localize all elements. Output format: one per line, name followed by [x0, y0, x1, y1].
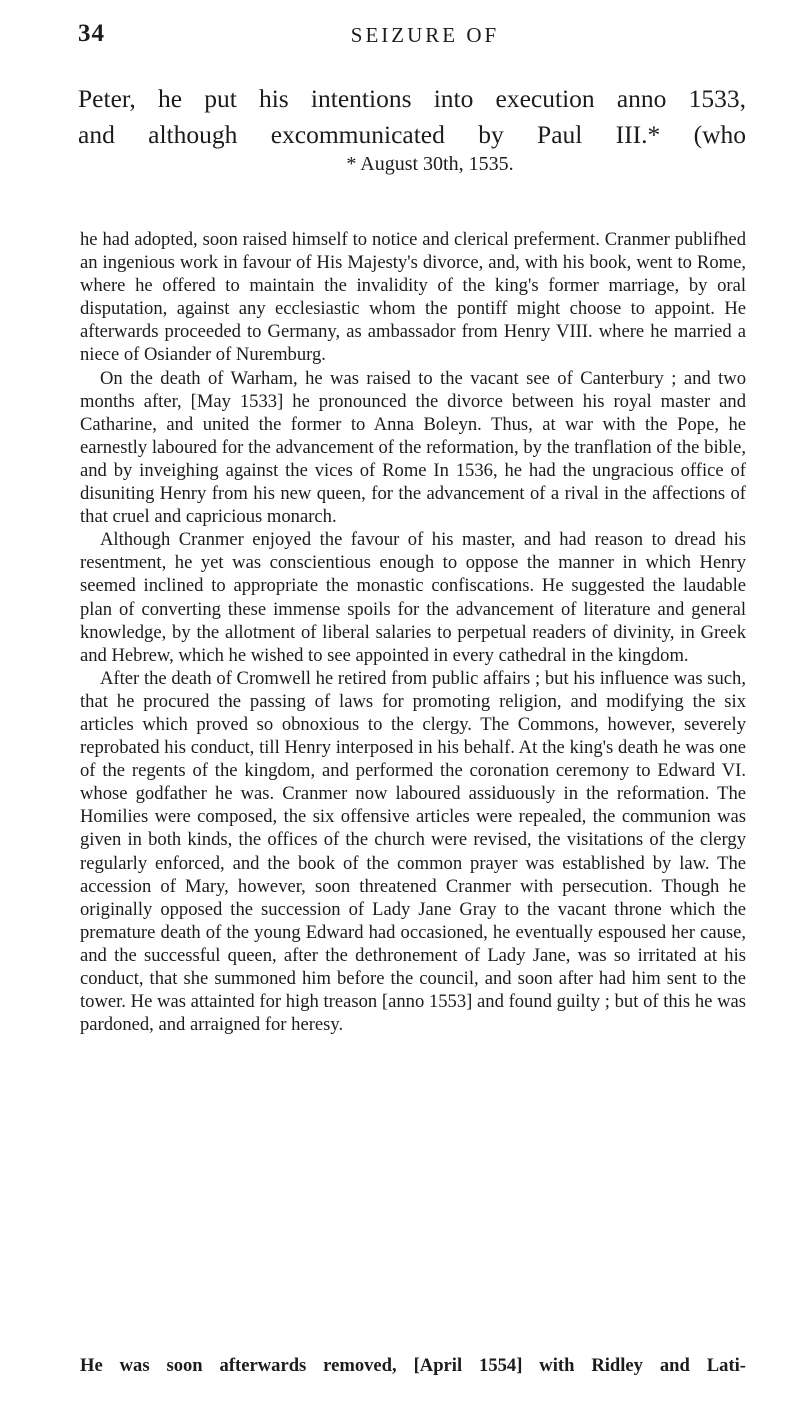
lead-line: and although excommunicated by Paul III.* (who [78, 120, 746, 149]
body-text [80, 228, 746, 1036]
running-head [75, 20, 745, 60]
paragraph: he had adopted, soon raised himself to notice and clerical preferment. Cranmer publifhed an ingenious work in favour of His Majesty's divorce, and, with his book, went to Rome, where he offered to maintain the invalidity of the king's former marriage, by oral disputation, against any ecclesiastic whom the pontiff might choose to appoint. He afterwards proceeded to Germany, as ambassador from Henry VIII. where he married a niece of Osiander of Nuremburg. [80, 229, 746, 366]
paragraph: On the death of Warham, he was raised to the vacant see of Canterbury ; and two months after, [May 1533] he pronounced the divorce between his royal master and Catharine, and united the former to Anna Boleyn. Thus, at war with the Pope, he earnestly laboured for the advancement of the reformation, by the tranflation of the bible, and by inveighing against the vices of Rome In 1536, he had the ungracious office of disuniting Henry from his new queen, for the advancement of a rival in the affections of that cruel and capricious monarch. [80, 367, 746, 528]
lead-line: Peter, he put his intentions into execution anno 1533, [78, 84, 746, 113]
closing-line: He was soon afterwards removed, [April 1554] with Ridley and Lati- [80, 1355, 746, 1376]
page-number: 34 [78, 20, 105, 47]
paragraph: Although Cranmer enjoyed the favour of his master, and had reason to dread his resentment, he yet was conscientious enough to oppose the manner in which Henry seemed inclined to appropriate the monastic confiscations. He suggested the laudable plan of converting these immense spoils for the advancement of literature and general knowledge, by the allotment of liberal salaries to perpetual readers of divinity, in Greek and Hebrew, which he wished to see appointed in every cathedral in the kingdom. [80, 529, 746, 666]
running-title: SEIZURE OF [350, 23, 500, 47]
paragraph: After the death of Cromwell he retired from public affairs ; but his influence was such, that he procured the passing of laws for promoting religion, and modifying the six articles which proved so obnoxious to the clergy. The Commons, however, severely reprobated his conduct, till Henry interposed in his behalf. At the king's death he was one of the regents of the kingdom, and performed the coronation ceremony to Edward VI. whose godfather he was. Cranmer now laboured assiduously in the reformation. The Homilies were composed, the six offensive articles were repealed, the communion was given in both kinds, the offices of the church were revised, the visitations of the clergy regularly enforced, and the book of the common prayer was established by law. The accession of Mary, however, soon threatened Cranmer with persecution. Though he originally opposed the succession of Lady Jane Gray to the vacant throne which the premature death of the young Edward had occasioned, he eventually espoused her cause, and the successful queen, after the dethronement of Lady Jane, was so irritated at his conduct, that she summoned him before the council, and soon after had him sent to the tower. He was attainted for high treason [anno 1553] and found guilty ; but of this he was pardoned, and arraigned for heresy. [80, 667, 746, 1036]
lead-paragraph [78, 81, 746, 153]
footnote: * August 30th, 1535. [346, 153, 514, 175]
